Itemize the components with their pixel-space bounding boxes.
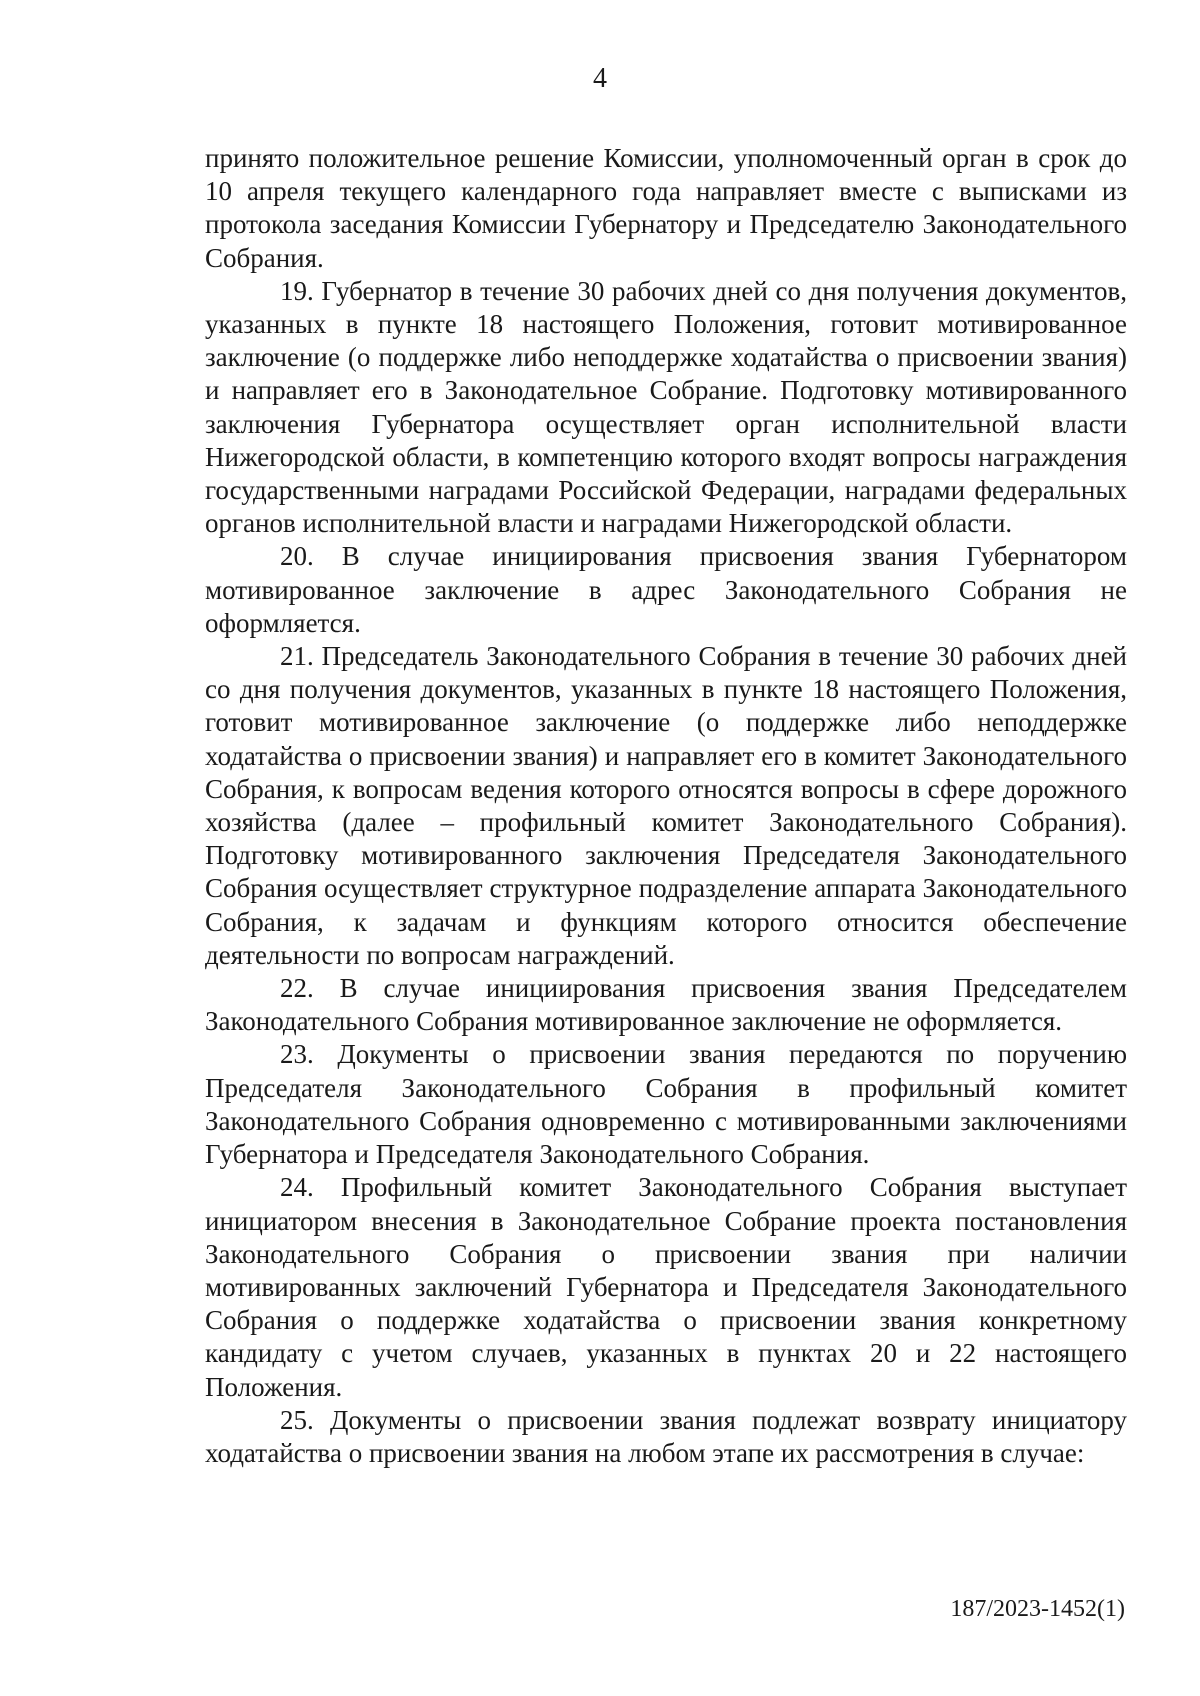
paragraph-item-19: 19. Губернатор в течение 30 рабочих дней со дня получения документов, указанных в пункте 18 настоящего Положения, готовит мотивированное заключение (о поддержке либо неподдержке ходатайства о присвоении звания) и направляет его в Законодательное Собрание. Подготовку мотивированного заключения Губернатора осуществляет орган исполнительной власти Нижегородской области, в компетенцию которого входят вопросы награждения государственными наградами Российской Федерации, наградами федеральных органов исполнительной власти и наградами Нижегородской области. bbox=[205, 275, 1127, 539]
paragraph-item-23: 23. Документы о присвоении звания передаются по поручению Председателя Законодательного Собрания в профильный комитет Законодательного Собрания одновременно с мотивированными заключениями Губернатора и Председателя Законодательного Собрания. bbox=[205, 1039, 1127, 1170]
page-number: 4 bbox=[593, 63, 607, 94]
paragraph-item-25: 25. Документы о присвоении звания подлежат возврату инициатору ходатайства о присвоении звания на любом этапе их рассмотрения в случае: bbox=[205, 1404, 1127, 1468]
paragraph-item-20: 20. В случае инициирования присвоения звания Губернатором мотивированное заключение в адрес Законодательного Собрания не оформляется. bbox=[205, 541, 1127, 638]
paragraph-item-24: 24. Профильный комитет Законодательного Собрания выступает инициатором внесения в Законодательное Собрание проекта постановления Законодательного Собрания о присвоении звания при наличии мотивированных заключений Губернатора и Председателя Законодательного Собрания о поддержке ходатайства о присвоении звания конкретному кандидату с учетом случаев, указанных в пунктах 20 и 22 настоящего Положения. bbox=[205, 1172, 1127, 1402]
paragraph-continuation: принято положительное решение Комиссии, уполномоченный орган в срок до 10 апреля текущего календарного года направляет вместе с выписками из протокола заседания Комиссии Губернатору и Председателю Законодательного Собрания. bbox=[205, 143, 1127, 273]
paragraph-item-22: 22. В случае инициирования присвоения звания Председателем Законодательного Собрания мотивированное заключение не оформляется. bbox=[205, 973, 1127, 1037]
document-body bbox=[205, 142, 1127, 1470]
paragraph-item-21: 21. Председатель Законодательного Собрания в течение 30 рабочих дней со дня получения документов, указанных в пункте 18 настоящего Положения, готовит мотивированное заключение (о поддержке либо неподдержке ходатайства о присвоении звания) и направляет его в комитет Законодательного Собрания, к вопросам ведения которого относятся вопросы в сфере дорожного хозяйства (далее – профильный комитет Законодательного Собрания). Подготовку мотивированного заключения Председателя Законодательного Собрания осуществляет структурное подразделение аппарата Законодательного Собрания, к задачам и функциям которого относится обеспечение деятельности по вопросам награждений. bbox=[205, 641, 1127, 970]
document-code: 187/2023-1452(1) bbox=[950, 1596, 1125, 1622]
